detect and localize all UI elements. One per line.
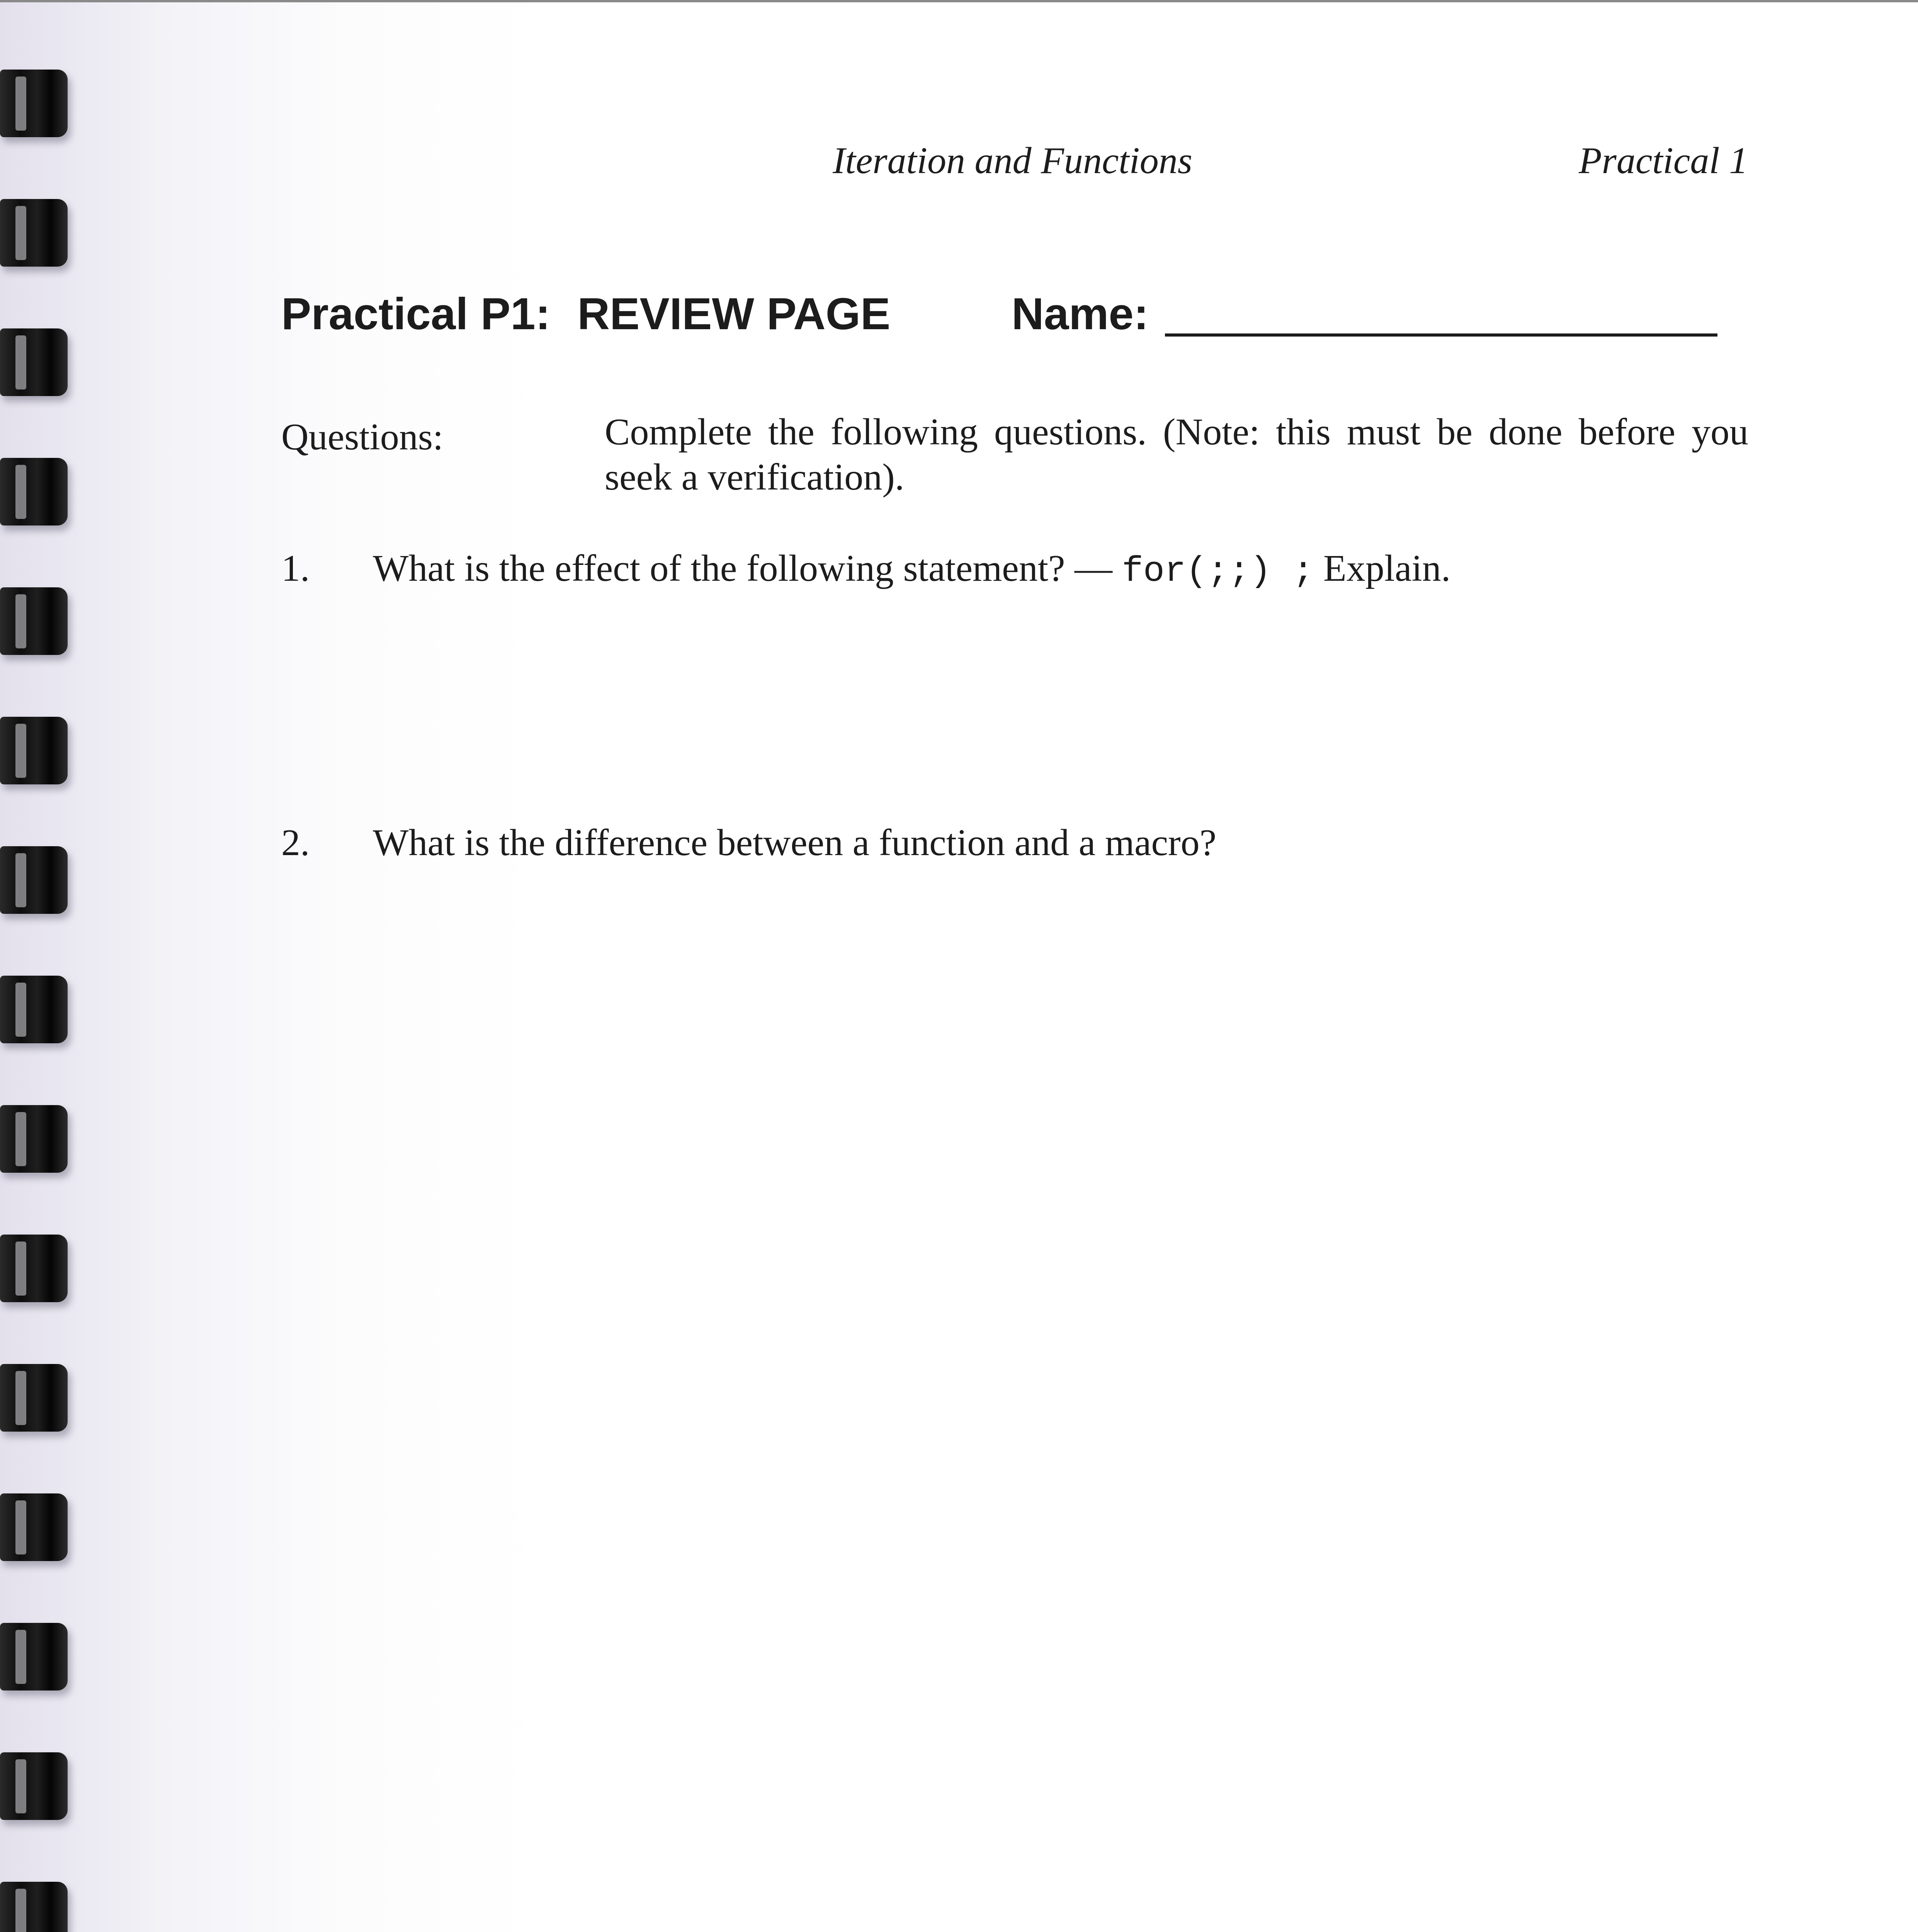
question-number: 2. (281, 822, 310, 864)
question-1-text (373, 547, 1450, 592)
binding-coil (0, 458, 68, 526)
binding-coil (0, 1493, 68, 1561)
binding-coil (0, 587, 68, 655)
title-prefix: Practical P1: (281, 289, 551, 339)
binding-coil (0, 1105, 68, 1173)
running-header-title: Iteration and Functions (833, 140, 1192, 182)
binding-coil (0, 70, 68, 137)
binding-coil (0, 717, 68, 784)
page-title (281, 288, 890, 340)
question-2-text: What is the difference between a function and a macro? (373, 822, 1217, 864)
question-number: 1. (281, 548, 310, 589)
binding-coil (0, 976, 68, 1043)
binding-coil (0, 1623, 68, 1690)
binding-coil (0, 1235, 68, 1302)
binding-coil (0, 199, 68, 267)
question-1-code: for(;;) ; (1122, 551, 1314, 592)
binding-coil (0, 328, 68, 396)
title-main: REVIEW PAGE (577, 289, 891, 339)
name-blank-line (1165, 333, 1717, 337)
questions-instructions: Complete the following questions. (Note: this must be done before you seek a verification). (605, 411, 1748, 498)
name-label: Name: (1012, 289, 1149, 339)
spiral-binding (0, 70, 85, 1932)
running-header-practical: Practical 1 (1578, 140, 1748, 182)
page-top-edge (0, 0, 1918, 2)
binding-coil (0, 846, 68, 914)
binding-coil (0, 1882, 68, 1932)
question-1-prompt: What is the effect of the following statement? — (373, 548, 1113, 589)
question-1-explain: Explain. (1323, 548, 1451, 589)
binding-coil (0, 1364, 68, 1432)
questions-label: Questions: (281, 416, 444, 458)
binding-coil (0, 1752, 68, 1820)
